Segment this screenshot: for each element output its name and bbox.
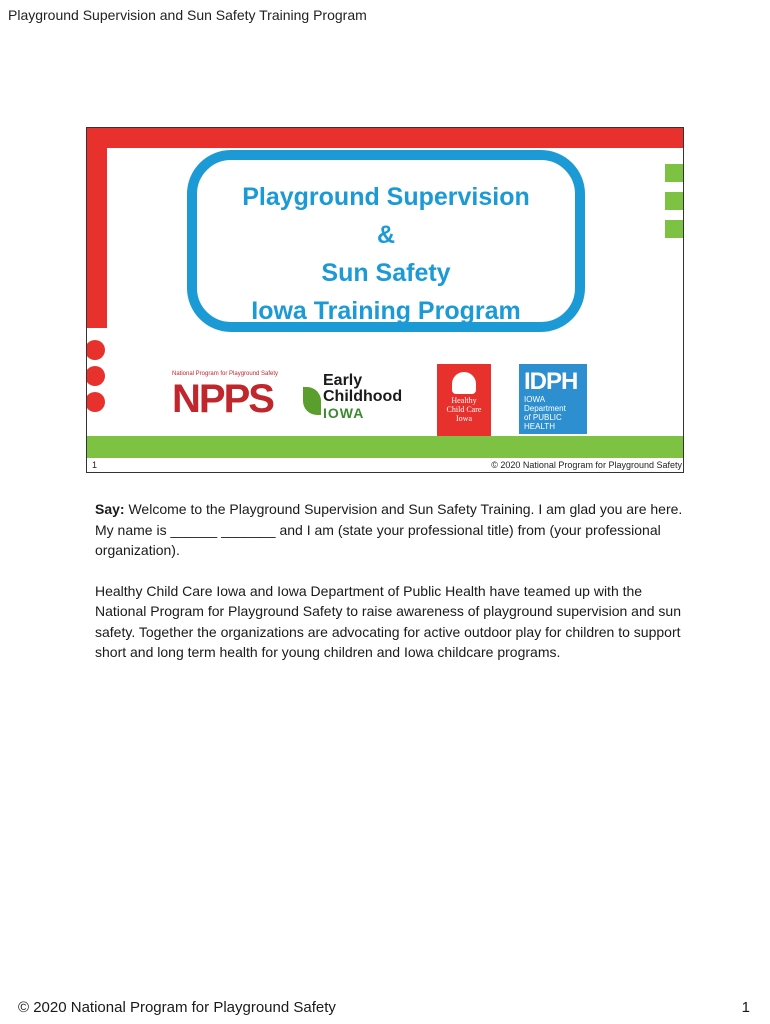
npps-logo: National Program for Playground Safety NPPS — [172, 371, 279, 421]
red-left-bar — [87, 128, 107, 328]
red-dot — [86, 340, 105, 360]
early-childhood-iowa-logo: Early Childhood IOWA — [303, 373, 417, 433]
partner-logos — [87, 364, 684, 434]
green-square — [665, 192, 683, 210]
slide-footer — [87, 458, 684, 473]
slide-number: 1 — [92, 460, 98, 470]
idph-logo: IDPH IOWA Department of PUBLIC HEALTH — [519, 364, 587, 434]
slide-copyright: © 2020 National Program for Playground Safety — [491, 460, 682, 470]
slide-title-box — [187, 150, 585, 332]
red-top-bar — [87, 128, 684, 148]
slide-title-line: Playground Supervision — [242, 183, 530, 211]
footer-copyright: © 2020 National Program for Playground Safety — [18, 999, 336, 1016]
page-header-title: Playground Supervision and Sun Safety Training Program — [8, 7, 367, 23]
notes-paragraph: Healthy Child Care Iowa and Iowa Department of Public Health have teamed up with the National Program for Playground Safety to raise awareness of playground supervision and sun safety. Together the organizations are advocating for active outdoor play for children to support short and long term health for young children and Iowa childcare programs. — [95, 582, 681, 660]
green-bottom-bar — [87, 436, 684, 458]
slide-title-line: & — [376, 221, 396, 249]
healthy-child-care-iowa-logo: Healthy Child Care Iowa — [437, 364, 491, 436]
slide-title-line: Iowa Training Program — [251, 297, 521, 325]
green-square — [665, 164, 683, 182]
slide-title-line: Sun Safety — [321, 259, 451, 287]
leaf-icon — [303, 387, 321, 415]
slide-thumbnail — [86, 127, 684, 473]
notes-paragraph: Say: Welcome to the Playground Supervision and Sun Safety Training. I am glad you are here. My name is ______ _______ and I am (state your professional title) from (your professional organization). — [95, 501, 683, 558]
speaker-notes — [95, 499, 685, 683]
say-label: Say: — [95, 501, 125, 517]
green-square — [665, 220, 683, 238]
heart-icon — [452, 372, 476, 394]
page-number: 1 — [741, 999, 750, 1016]
